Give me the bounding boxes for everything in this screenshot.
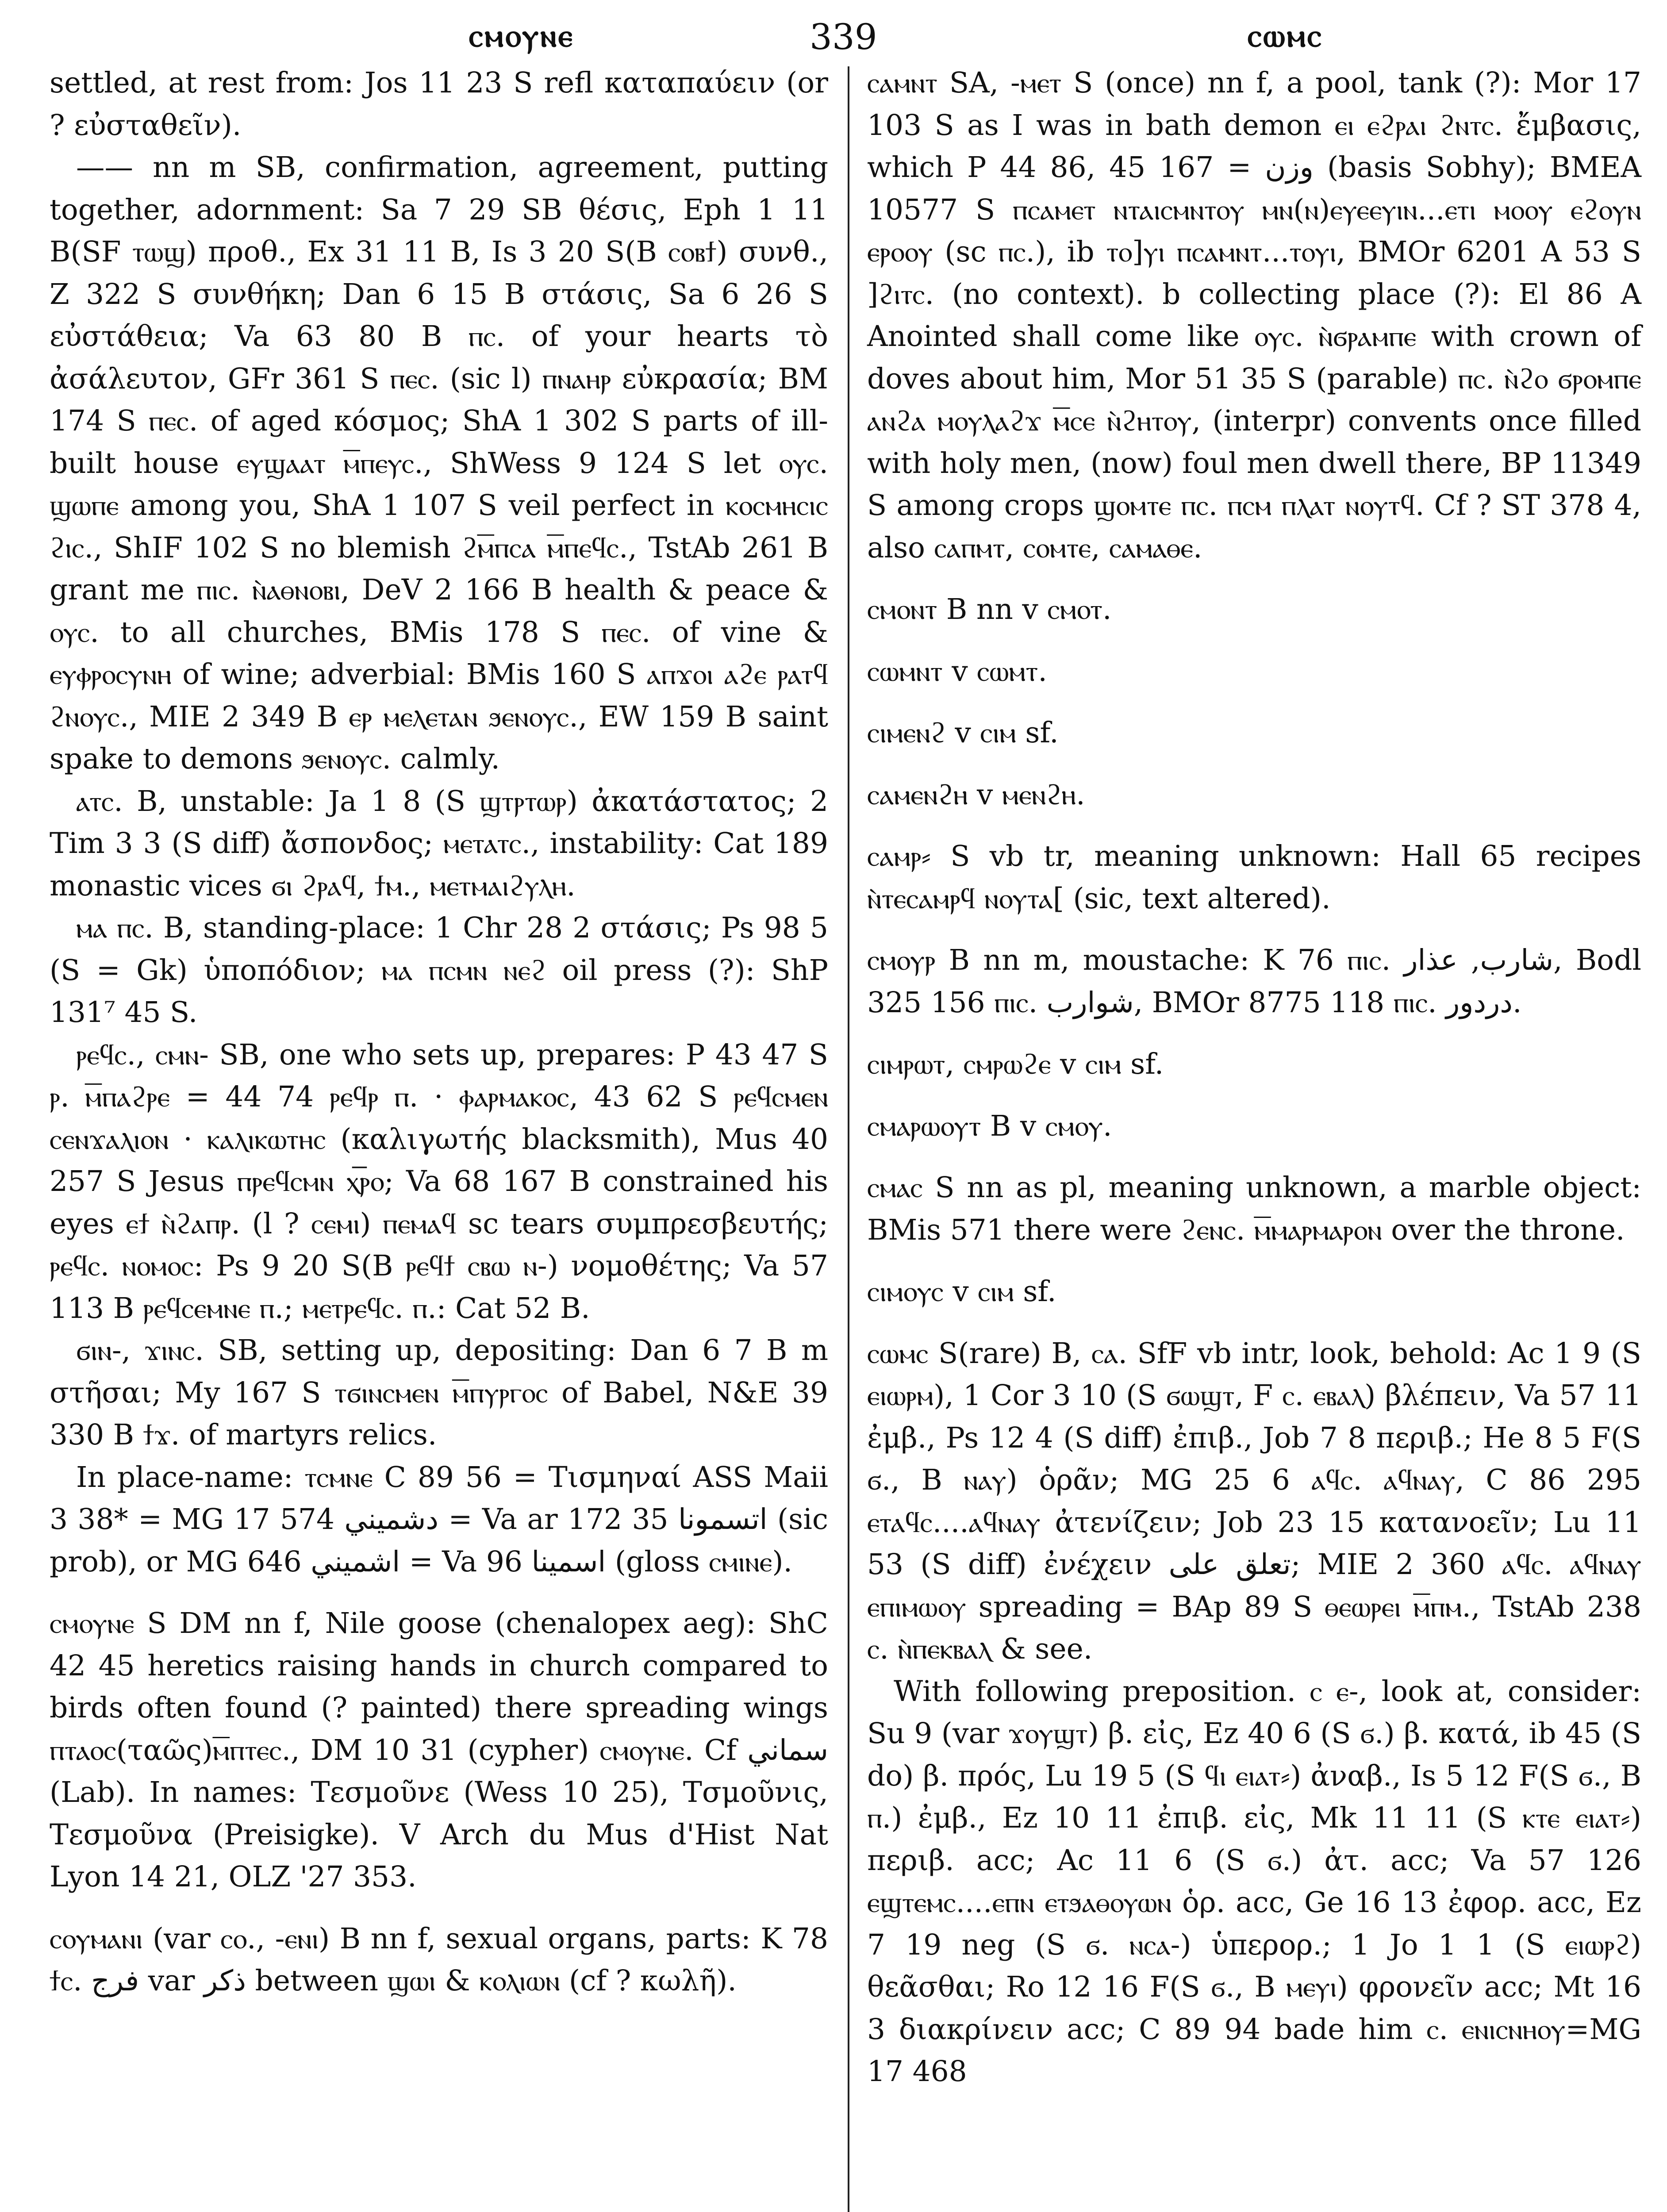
left-running-head: ⲥⲙⲟⲩⲛⲉ bbox=[469, 16, 574, 54]
dictionary-entry: ⲙⲁ ⲡⲥ. B, standing-place: 1 Chr 28 2 στάσις; Ps 98 5 (S = Gk) ὑποπόδιον; ⲙⲁ ⲡⲥⲙⲛ ⲛⲉϩ oil press (?): ShP 131⁷ 45 S. bbox=[50, 911, 828, 1029]
dictionary-entry: ⲁⲧⲥ. B, unstable: Ja 1 8 (S ϣⲧⲣⲧⲱⲣ) ἀκατάστατος; 2 Tim 3 3 (S diff) ἄσπονδος; ⲙⲉⲧⲁⲧⲥ., instability: Cat 189 monastic vices ϭⲓ ϩⲣⲁϥ, ϯⲙ., ⲙⲉⲧⲙⲁⲓϩⲩⲗⲏ. bbox=[50, 784, 828, 902]
dictionary-entry: ⲥⲙⲟⲛⲧ B nn v ⲥⲙⲟⲧ. bbox=[867, 593, 1112, 626]
dictionary-entry: ϭⲓⲛ-, ϫⲓⲛⲥ. SB, setting up, depositing: Dan 6 7 B m στῆσαι; My 167 S ⲧϭⲓⲛⲥⲙⲉⲛ ⲙ̅ⲡⲩⲣⲅⲟⲥ of Babel, N&E 39 330 B ϯϫ. of martyrs relics. bbox=[50, 1334, 828, 1452]
dictionary-entry: settled, at rest from: Jos 11 23 S refl καταπαύειν (or ? εὐσταθεῖν). bbox=[50, 66, 828, 142]
dictionary-entry: ⲥⲁⲙⲉⲛϩⲏ v ⲙⲉⲛϩⲏ. bbox=[867, 778, 1085, 811]
left-column bbox=[50, 62, 828, 2002]
dictionary-entry: ⲥⲱⲙⲛⲧ v ⲥⲱⲙⲧ. bbox=[867, 654, 1047, 688]
right-column bbox=[867, 62, 1641, 2093]
dictionary-entry: ⲥⲁⲙⲣ⸗ S vb tr, meaning unknown: Hall 65 recipes ⲛ̀ⲧⲉⲥⲁⲙⲣϥ ⲛⲟⲩⲧⲁ[ (sic, text altered). bbox=[867, 840, 1641, 915]
dictionary-entry: ⲥⲙⲟⲩⲣ B nn m, moustache: K 76 ⲡⲓⲥ. شارب, عذار, Bodl 325 156 ⲡⲓⲥ. شوارب, BMOr 8775 118 ⲡⲓⲥ. دردور. bbox=[867, 944, 1641, 1019]
column-divider bbox=[848, 66, 849, 2212]
dictionary-entry: ⲥⲙⲁⲣⲱⲟⲩⲧ B v ⲥⲙⲟⲩ. bbox=[867, 1109, 1112, 1143]
page-number: 339 bbox=[810, 16, 877, 58]
dictionary-entry: ⲥⲓⲙⲣⲱⲧ, ⲥⲙⲣⲱϩⲉ v ⲥⲓⲙ sf. bbox=[867, 1048, 1164, 1081]
dictionary-entry: ⲥⲙⲁⲥ S nn as pl, meaning unknown, a marble object: BMis 571 there were ϩⲉⲛⲥ. ⲙ̅ⲙⲁⲣⲙⲁⲣⲟⲛ over the throne. bbox=[867, 1171, 1641, 1247]
dictionary-entry: —— nn m SB, confirmation, agreement, putting together, adornment: Sa 7 29 SB θέσις, Eph 1 11 B(SF ⲧⲱϣ) προθ., Ex 31 11 B, Is 3 20 S(B ⲥⲟⲃϯ) συνθ., Z 322 S συνθήκη; Dan 6 15 B στάσις, Sa 6 26 S εὐστάθεια; Va 63 80 B ⲡⲥ. of your hearts τὸ ἀσάλευτον, GFr 361 S ⲡⲉⲥ. (sic l) ⲡⲛⲁⲏⲣ εὐκρασία; BM 174 S ⲡⲉⲥ. of aged κόσμος; ShA 1 302 S parts of ill-built house ⲉⲩϣⲁⲁⲧ ⲙ̅ⲡⲉⲩⲥ., ShWess 9 124 S let ⲟⲩⲥ. ϣⲱⲡⲉ among you, ShA 1 107 S veil perfect in ⲕⲟⲥⲙⲏⲥⲓⲥ ϩⲓⲥ., ShIF 102 S no blemish ϩⲙ̅ⲡⲥⲁ ⲙ̅ⲡⲉϥⲥ., TstAb 261 B grant me ⲡⲓⲥ. ⲛ̀ⲁⲑⲛⲟⲃⲓ, DeV 2 166 B health & peace & ⲟⲩⲥ. to all churches, BMis 178 S ⲡⲉⲥ. of vine & ⲉⲩⲫⲣⲟⲥⲩⲛⲏ of wine; adverbial: BMis 160 S ⲁⲡϫⲟⲓ ⲁϩⲉ ⲣⲁⲧϥ ϩⲛⲟⲩⲥ., MIE 2 349 B ⲉⲣ ⲙⲉⲗⲉⲧⲁⲛ ϧⲉⲛⲟⲩⲥ., EW 159 B saint spake to demons ϧⲉⲛⲟⲩⲥ. calmly. bbox=[50, 151, 828, 776]
dictionary-entry: ⲥⲓⲙⲟⲩⲥ v ⲥⲓⲙ sf. bbox=[867, 1275, 1056, 1308]
dictionary-entry: With following preposition. ⲥ ⲉ-, look at, consider: Su 9 (var ϫⲟⲩϣⲧ) β. εἰς, Ez 40 6 (S ϭ.) β. κατά, ib 45 (S do) β. πρός, Lu 19 5 (S ϥⲓ ⲉⲓⲁⲧ⸗) ἀναβ., Is 5 12 F(S ϭ., B ⲡ.) ἐμβ., Ez 10 11 ἐπιβ. εἰς, Mk 11 11 (S ⲕⲧⲉ ⲉⲓⲁⲧ⸗) περιβ. acc; Ac 11 6 (S ϭ.) ἀτ. acc; Va 57 126 ⲉϣⲧⲉⲙⲥ....ⲉⲡⲛ ⲉⲧϧⲁⲑⲟⲩⲱⲛ ὁρ. acc, Ge 16 13 ἐφορ. acc, Ez 7 19 neg (S ϭ. ⲛⲥⲁ-) ὑπερορ.; 1 Jo 1 1 (S ⲉⲓⲱⲣϩ) θεᾶσθαι; Ro 12 16 F(S ϭ., B ⲙⲉⲩⲓ) φρονεῖν acc; Mt 16 3 διακρίνειν acc; C 89 94 bade him ⲥ. ⲉⲛⲓⲥⲛⲏⲟⲩ=MG 17 468 bbox=[867, 1674, 1641, 2088]
right-running-head: ⲥⲱⲙⲥ bbox=[1248, 16, 1323, 54]
dictionary-entry: ⲥⲱⲙⲥ S(rare) B, ⲥⲁ. SfF vb intr, look, behold: Ac 1 9 (S ⲉⲓⲱⲣⲙ), 1 Cor 3 10 (S ϭⲱϣⲧ, F ⲥ. ⲉⲃⲁⲗ) βλέπειν, Va 57 11 ἐμβ., Ps 12 4 (S diff) ἐπιβ., Job 7 8 περιβ.; He 8 5 F(S ϭ., B ⲛⲁⲩ) ὁρᾶν; MG 25 6 ⲁϥⲥ. ⲁϥⲛⲁⲩ, C 86 295 ⲉⲧⲁϥⲥ....ⲁϥⲛⲁⲩ ἀτενίζειν; Job 23 15 κατανοεῖν; Lu 11 53 (S diff) ἐνέχειν تعلق على; MIE 2 360 ⲁϥⲥ. ⲁϥⲛⲁⲩ ⲉⲡⲓⲙⲱⲟⲩ spreading = BAp 89 S ⲑⲉⲱⲣⲉⲓ ⲙ̅ⲡⲙ., TstAb 238 ⲥ. ⲛ̀ⲡⲉⲕⲃⲁⲗ & see. bbox=[867, 1336, 1641, 1666]
dictionary-entry: ⲥⲓⲙⲉⲛϩ v ⲥⲓⲙ sf. bbox=[867, 716, 1059, 749]
dictionary-entry: ⲣⲉϥⲥ., ⲥⲙⲛ- SB, one who sets up, prepares: P 43 47 S ⲣ. ⲙ̅ⲡⲁϩⲣⲉ = 44 74 ⲣⲉϥⲣ ⲡ. · ⲫⲁⲣⲙⲁⲕⲟⲥ, 43 62 S ⲣⲉϥⲥⲙⲉⲛ ⲥⲉⲛϫⲁⲗⲓⲟⲛ · ⲕⲁⲗⲓⲕⲱⲧⲏⲥ (καλιγωτής blacksmith), Mus 40 257 S Jesus ⲡⲣⲉϥⲥⲙⲛ ⲭ︤ⲣ︥ⲟ; Va 68 167 B constrained his eyes ⲉϯ ⲛ̀ϩⲁⲡⲣ. (l ? ⲥⲉⲙⲓ) ⲡⲉⲙⲁϥ sc tears συμπρεσβευτής; ⲣⲉϥⲥ. ⲛⲟⲙⲟⲥ: Ps 9 20 S(B ⲣⲉϥϯ ⲥⲃⲱ ⲛ-) νομοθέτης; Va 57 113 B ⲣⲉϥⲥⲉⲙⲛⲉ ⲡ.; ⲙⲉⲧⲣⲉϥⲥ. ⲡ.: Cat 52 B. bbox=[50, 1038, 828, 1325]
dictionary-entry: ⲥⲁⲙⲛⲧ SA, -ⲙⲉⲧ S (once) nn f, a pool, tank (?): Mor 17 103 S as I was in bath demon ⲉⲓ ⲉϩⲣⲁⲓ ϩⲛⲧⲥ. ἔμβασις, which P 44 86, 45 167 = وزن (basis Sobhy); BMEA 10577 S ⲡⲥⲁⲙⲉⲧ ⲛⲧⲁⲓⲥⲙⲛⲧⲟⲩ ⲙⲛ(ⲛ)ⲉⲩⲉⲉⲩⲓⲛ...ⲉⲧⲓ ⲙⲟⲟⲩ ⲉϩⲟⲩⲛ ⲉⲣⲟⲟⲩ (sc ⲡⲥ.), ib ⲧⲟ]ⲩⲓ ⲡⲥⲁⲙⲛⲧ...ⲧⲟⲩⲓ, BMOr 6201 A 53 S ]ϩⲓⲧⲥ. (no context). b collecting place (?): El 86 A Anointed shall come like ⲟⲩⲥ. ⲛ̀ϭⲣⲁⲙⲡⲉ with crown of doves about him, Mor 51 35 S (parable) ⲡⲥ. ⲛ̀ϩⲟ ϭⲣⲟⲙⲡⲉ ⲁⲛϩⲁ ⲙⲟⲩⲗⲁϩϫ ⲙ̅ⲥⲉ ⲛ̀ϩⲏⲧⲟⲩ, (interpr) convents once filled with holy men, (now) foul men dwell there, BP 11349 S among crops ϣⲟⲙⲧⲉ ⲡⲥ. ⲡⲥⲙ ⲡⲗⲁⲧ ⲛⲟⲩⲧϥ. Cf ? ST 378 4, also ⲥⲁⲡⲙⲧ, ⲥⲟⲙⲧⲉ, ⲥⲁⲙⲁⲑⲉ. bbox=[867, 66, 1641, 565]
dictionary-entry: In place-name: ⲧⲥⲙⲛⲉ C 89 56 = Τισμηναί ASS Maii 3 38* = MG 17 574 دشميني = Va ar 172 35 اتسمونا (sic prob), or MG 646 اشميني = Va 96 اسمينا (gloss ⲥⲙⲓⲛⲉ). bbox=[50, 1460, 828, 1578]
dictionary-entry: ⲥⲟⲩⲙⲁⲛⲓ (var ⲥⲟ., -ⲉⲛⲓ) B nn f, sexual organs, parts: K 78 ϯⲥ. فرج var ذكر between ϣⲱⲓ & ⲕⲟⲗⲓⲱⲛ (cf ? κωλῆ). bbox=[50, 1922, 828, 1997]
dictionary-entry: ⲥⲙⲟⲩⲛⲉ S DM nn f, Nile goose (chenalopex aeg): ShC 42 45 heretics raising hands in church compared to birds often found (? painted) there spreading wings ⲡⲧⲁⲟⲥ(ταῶς)ⲙ̅ⲡⲧⲉⲥ., DM 10 31 (cypher) ⲥⲙⲟⲩⲛⲉ. Cf سماني (Lab). In names: Τεσμοῦνε (Wess 10 25), Τσμοῦνις, Τεσμοῦνα (Preisigke). V Arch du Mus d'Hist Nat Lyon 14 21, OLZ '27 353. bbox=[50, 1607, 828, 1893]
